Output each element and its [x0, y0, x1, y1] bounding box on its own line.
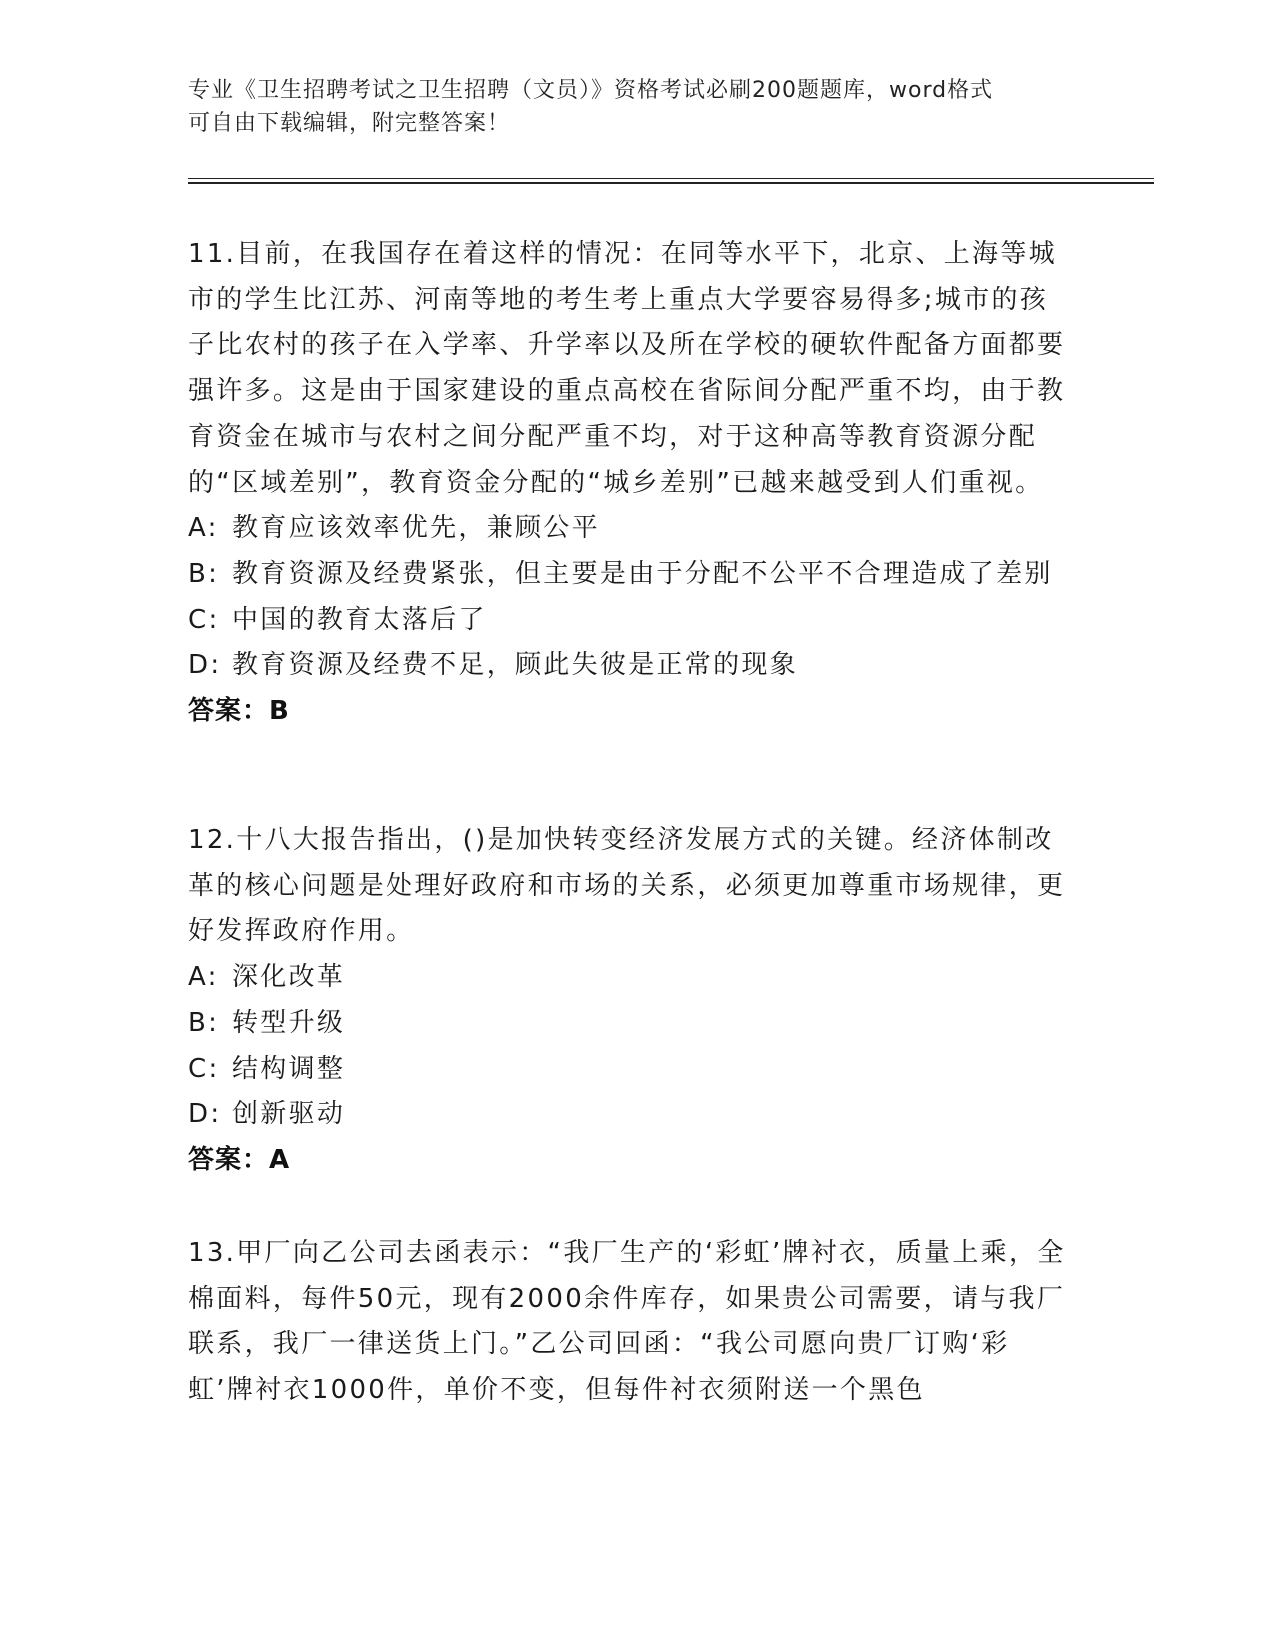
option-d [188, 1092, 1068, 1138]
option-text: 教育资源及经费紧张，但主要是由于分配不公平不合理造成了差别 [232, 558, 1053, 589]
answer: 答案：B [188, 696, 290, 727]
question-stem: 12.十八大报告指出，()是加快转变经济发展方式的关键。经济体制改革的核心问题是处理好政府和市场的关系，必须更加尊重市场规律，更好发挥政府作用。 [188, 825, 1066, 947]
header-divider-thin [188, 178, 1154, 179]
option-key: C: [188, 604, 220, 635]
header-line-2: 可自由下载编辑，附完整答案！ [188, 111, 511, 136]
option-text: 教育资源及经费不足，顾此失彼是正常的现象 [232, 650, 799, 681]
header-line-1: 专业《卫生招聘考试之卫生招聘（文员）》资格考试必刷200题题库，word格式 [188, 78, 994, 103]
question-13 [188, 1231, 1068, 1414]
option-key: A: [188, 513, 219, 544]
option-key: D: [188, 1099, 222, 1130]
option-key: A: [188, 962, 219, 993]
option-text: 教育应该效率优先，兼顾公平 [232, 513, 600, 544]
option-b [188, 552, 1068, 598]
option-text: 转型升级 [232, 1007, 346, 1038]
option-list [188, 955, 1068, 1138]
option-text: 结构调整 [232, 1053, 346, 1084]
document-header [188, 74, 1068, 140]
option-a [188, 506, 1068, 552]
option-b [188, 1001, 1068, 1047]
option-key: B: [188, 558, 220, 589]
option-c [188, 598, 1068, 644]
option-list [188, 506, 1068, 689]
option-text: 中国的教育太落后了 [232, 604, 487, 635]
question-11 [188, 232, 1068, 735]
question-stem: 11.目前，在我国存在着这样的情况：在同等水平下，北京、上海等城市的学生比江苏、河南等地的考生考上重点大学要容易得多;城市的孩子比农村的孩子在入学率、升学率以及所在学校的硬软件配备方面都要强许多。这是由于国家建设的重点高校在省际间分配严重不均，由于教育资金在城市与农村之间分配严重不均，对于这种高等教育资源分配的“区域差别”，教育资金分配的“城乡差别”已越来越受到人们重视。 [188, 239, 1066, 498]
question-stem: 13.甲厂向乙公司去函表示：“我厂生产的‘彩虹’牌衬衣，质量上乘，全棉面料，每件50元，现有2000余件库存，如果贵公司需要，请与我厂联系，我厂一律送货上门。”乙公司回函：“我公司愿向贵厂订购‘彩虹’牌衬衣1000件，单价不变，但每件衬衣须附送一个黑色 [188, 1238, 1066, 1406]
question-12 [188, 818, 1068, 1184]
option-key: D: [188, 650, 222, 681]
option-text: 深化改革 [232, 962, 346, 993]
option-text: 创新驱动 [232, 1099, 346, 1130]
option-d [188, 643, 1068, 689]
option-a [188, 955, 1068, 1001]
header-divider-thick [188, 182, 1154, 184]
option-c [188, 1047, 1068, 1093]
answer: 答案：A [188, 1144, 291, 1175]
option-key: B: [188, 1007, 220, 1038]
option-key: C: [188, 1053, 220, 1084]
